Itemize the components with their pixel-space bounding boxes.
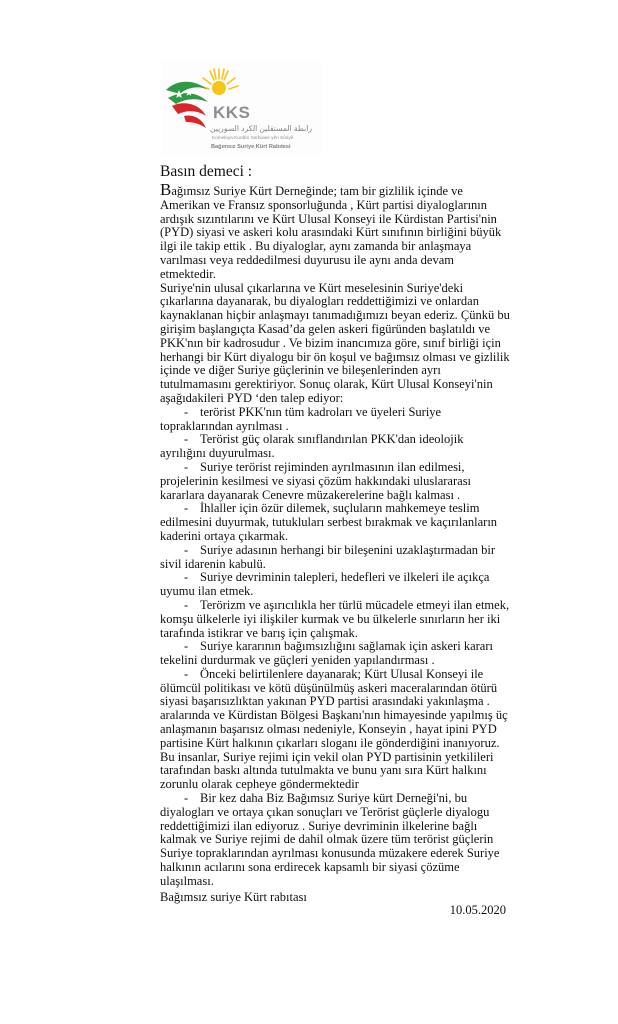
list-item [160,544,510,572]
list-item [160,433,510,461]
list-item-text: Önceki belirtilenlere dayanarak; Kürt Ulusal Konseyi ile ölümcül politikası ve kötü düşünülmüş askeri maceralarından ötürü siyasi başarısızlıktan yakınan PYD partisi arasındaki yakınlaşma . aralarında ve Kürdistan Bölgesi Başkanı'nın himayesinde yapılmış üç anlaşmanın başarısız olması nedeniyle, Konseyin , hayat ipini PYD partisine Kürt halkının çıkarları sloganı ile gönderdiğini inanıyoruz. Bu insanlar, Suriye rejimi için vekil olan PYD partisinin yetkilileri tarafından baskı altında tutulmakta ve bunu yanı sıra Kürt halkını zorunlu olarak cepheye göndermektedir [160,666,508,792]
list-item-text: Suriye terörist rejiminden ayrılmasının ilan edilmesi, projelerinin kesilmesi ve siyasi çözüm hakkındaki uluslararası kararlara dayanarak Cenevre müzakerelerine bağlı kalması . [160,459,472,502]
list-item-text: Bir kez daha Biz Bağımsız Suriye kürt Derneği'ni, bu diyalogları ve ortaya çıkan sonuçları ve Terörist güçlerle diyalogu reddettiğimizi ilan ediyoruz . Suriye devriminin ilkelerine bağlı kalmak ve Suriye rejimi de dahil olmak üzere tüm terörist güçlerin Suriye topraklarından ayrılması konusunda müzakere ederek Suriye halkının acılarını sona erdirecek kapsamlı bir siyasi çözüme ulaşılması. [160,791,500,888]
list-item-dash: - [184,666,189,681]
list-item-text: Suriye kararının bağımsızlığını sağlamak için askeri kararı tekelini durdurmak ve güçleri yeniden yapılandırması . [160,639,493,668]
intro-dropcap: B [160,180,172,199]
list-item [160,571,510,599]
list-item [160,406,510,434]
list-item-text: terörist PKK'nın tüm kadroları ve üyeleri Suriye topraklarından ayrılması . [160,404,442,433]
list-item-dash: - [184,639,189,654]
list-item-text: Terörizm ve aşırıcılıkla her türlü mücadele etmeyi ilan etmek, komşu ülkelerle iyi ilişkiler kurmak ve bu ülkelerle sınırların her iki tarafında istikrar ve barış için çalışmak. [160,597,510,640]
list-item-text: Terörist güç olarak sınıflandırılan PKK'dan ideolojik ayrılığını duyurulması. [160,432,464,461]
list-item-dash: - [184,597,189,612]
logo-turkish-name: Bağımsız Suriye Kürt Rabıtesi [211,144,291,150]
list-item [160,792,510,889]
organization-logo [162,60,322,156]
list-item-dash: - [184,570,189,585]
list-item-dash: - [184,501,189,516]
list-item-dash: - [184,791,189,806]
document-heading: Basın demeci : [160,163,253,180]
list-item [160,599,510,640]
intro-paragraph [160,180,510,282]
list-item [160,502,510,543]
list-item-dash: - [184,404,189,419]
list-item [160,668,510,792]
document-date: 10.05.2020 [449,903,506,918]
intro-text: ağımsız Suriye Kürt Derneğinde; tam bir gizlilik içinde ve Amerikan ve Fransız sponsorluğunda , Kürt partisi diyaloglarının ardışık sızıntılarını ve Kürt Ulusal Konseyi ile Kürdistan Partisi'nin (PYD) siyasi ve askeri kolu arasındaki Kürt sınıfının birliğini büyük ilgi ile takip ettik . Bu diyaloglar, aynı zamanda bir anlaşmaya varılması veya reddedilmesi duyurusu ile aynı anda devam etmektedir. [160,184,502,281]
sun-icon [200,69,238,95]
list-item-text: İhlaller için özür dilemek, suçluların mahkemeye teslim edilmesini duyurmak, tutukluları serbest bırakmak ve kaçırılanların kaderini ortaya çıkarmak. [160,501,498,543]
list-item-dash: - [184,459,189,474]
press-release [160,163,510,918]
list-item-dash: - [184,432,189,447]
list-item-dash: - [184,542,189,557]
logo-kurdish-name: Komeleya Kurdên Serbixwe yên Sûriyê [212,135,294,140]
body-paragraph: Suriye'nin ulusal çıkarlarına ve Kürt meselesinin Suriye'deki çıkarlarına dayanarak, bu diyalogları reddettiğimizi ve onlardan kaynaklanan hiçbir anlaşmayı tanımadığımızı beyan ederiz. Çünkü bu girişim başlangıçta Kasad’da gelen askeri figüründen başlatıldı ve PKK'nın bir kadrosudur . Ve bizim inancımıza göre, sınıf birliği için herhangi bir Kürt diyalogu bir ön koşul ve bağımsız olması ve gizlilik içinde ve diğer Suriye güçlerinin ve bileşenlerinden ayrı tutulmamasını gerektiriyor. Sonuç olarak, Kürt Ulusal Konseyi'nin aşağıdakileri PYD ‘den talep ediyor: [160,280,510,405]
signature: Bağımsız suriye Kürt rabıtası [160,889,307,904]
list-item-text: Suriye adasının herhangi bir bileşenini uzaklaştırmadan bir sivil idarenin kabulü. [160,542,496,571]
list-item [160,640,510,668]
logo-initials: KKS [213,103,251,122]
demands-list [160,406,510,889]
list-item [160,461,510,502]
list-item-text: Suriye devriminin talepleri, hedefleri ve ilkeleri ile açıkça uyumu ilan etmek. [160,570,490,599]
logo-arabic-name: رابطة المستقلين الكرد السوريين [210,124,312,133]
